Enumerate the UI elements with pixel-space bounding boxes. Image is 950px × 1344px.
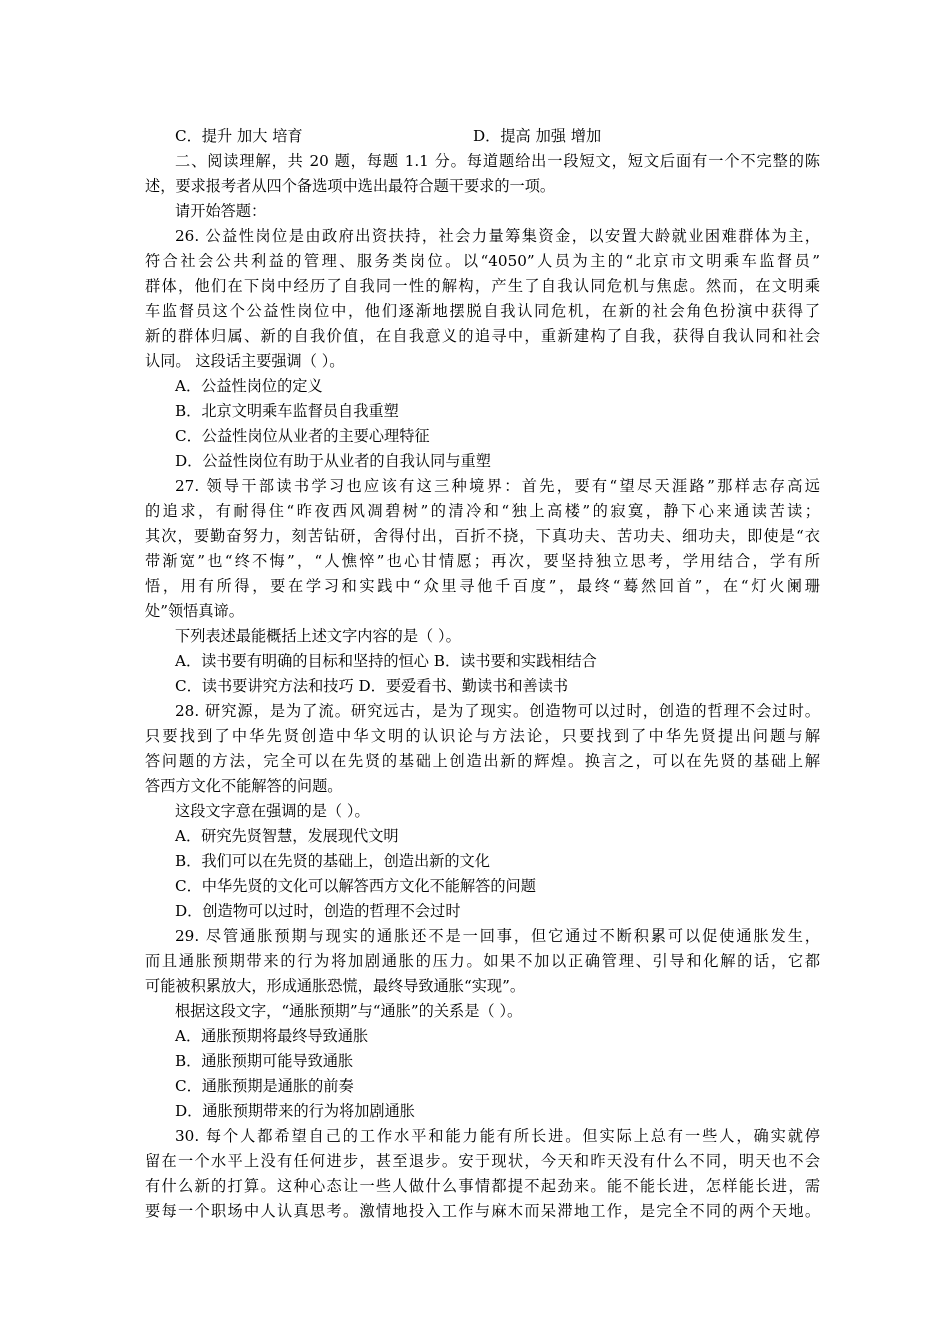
section2-intro-line1: 二、阅读理解，共 20 题，每题 1.1 分。每道题给出一段短文，短文后面有一个不完整的陈 <box>175 152 820 170</box>
q30-paragraph-line: 有什么新的打算。这种心态让一些人做什么事情都提不起劲来。能不能长进，怎样能长进，需 <box>145 1177 820 1195</box>
q26-paragraph-line: 26. 公益性岗位是由政府出资扶持，社会力量筹集资金，以安置大龄就业困难群体为主， <box>175 227 820 245</box>
q26-question: 认同。 这段话主要强调（ ）。 <box>145 352 345 370</box>
q29-option-c: C．通胀预期是通胀的前奏 <box>175 1077 354 1095</box>
q27-paragraph-line: 悟，用有所得，要在学习和实践中“众里寻他千百度”，最终“蓦然回首”，在“灯火阑珊 <box>145 577 820 595</box>
q26-paragraph-line: 符合社会公共利益的管理、服务类岗位。以“4050”人员为主的“北京市文明乘车监督员” <box>145 252 820 270</box>
q29-question: 根据这段文字，“通胀预期”与“通胀”的关系是（ ）。 <box>175 1002 523 1020</box>
q27-paragraph-line: 其次，要勤奋努力，刻苦钻研，舍得付出，百折不挠，下真功夫、苦功夫、细功夫，即使是“衣 <box>145 527 820 545</box>
q27-options-cd: C．读书要讲究方法和技巧 D．要爱看书、勤读书和善读书 <box>175 677 569 695</box>
q27-paragraph-line: 27. 领导干部读书学习也应该有这三种境界：首先，要有“望尽天涯路”那样志存高远 <box>175 477 820 495</box>
q30-paragraph-line: 要每一个职场中人认真思考。激情地投入工作与麻木而呆滞地工作，是完全不同的两个天地。 <box>145 1202 820 1220</box>
section2-start: 请开始答题： <box>175 202 267 220</box>
q28-option-c: C．中华先贤的文化可以解答西方文化不能解答的问题 <box>175 877 536 895</box>
q26-option-d: D．公益性岗位有助于从业者的自我认同与重塑 <box>175 452 491 470</box>
q26-option-a: A．公益性岗位的定义 <box>175 377 323 395</box>
q27-paragraph-line: 处”领悟真谛。 <box>145 602 244 620</box>
section2-intro-line2: 述，要求报考者从四个备选项中选出最符合题干要求的一项。 <box>145 177 556 195</box>
q29-option-b: B．通胀预期可能导致通胀 <box>175 1052 354 1070</box>
q26-paragraph-line: 新的群体归属、新的自我价值，在自我意义的追寻中，重新建构了自我，获得自我认同和社会 <box>145 327 820 345</box>
q30-paragraph-line: 30. 每个人都希望自己的工作水平和能力能有所长进。但实际上总有一些人，确实就停 <box>175 1127 820 1145</box>
q29-paragraph-line: 可能被积累放大，形成通胀恐慌，最终导致通胀“实现”。 <box>145 977 526 995</box>
q28-paragraph-line: 答西方文化不能解答的问题。 <box>145 777 343 795</box>
q29-paragraph-line: 而且通胀预期带来的行为将加剧通胀的压力。如果不加以正确管理、引导和化解的话，它都 <box>145 952 820 970</box>
q26-paragraph-line: 群体，他们在下岗中经历了自我同一性的解构，产生了自我认同危机与焦虑。然而，在文明乘 <box>145 277 820 295</box>
q25-option-c: C．提升 加大 培育 <box>175 127 303 145</box>
q27-question: 下列表述最能概括上述文字内容的是（ ）。 <box>175 627 461 645</box>
q25-options-cd <box>145 124 820 149</box>
q28-option-d: D．创造物可以过时，创造的哲理不会过时 <box>175 902 461 920</box>
q25-option-d: D．提高 加强 增加 <box>473 127 602 145</box>
document-page <box>145 124 820 1224</box>
q29-option-d: D．通胀预期带来的行为将加剧通胀 <box>175 1102 415 1120</box>
q26-paragraph-line: 车监督员这个公益性岗位中，他们逐渐地摆脱自我认同危机，在新的社会角色扮演中获得了 <box>145 302 820 320</box>
q26-option-c: C．公益性岗位从业者的主要心理特征 <box>175 427 430 445</box>
q28-option-a: A．研究先贤智慧，发展现代文明 <box>175 827 399 845</box>
q30-paragraph-line: 留在一个水平上没有任何进步，甚至退步。安于现状，今天和昨天没有什么不同，明天也不会 <box>145 1152 820 1170</box>
q27-paragraph-line: 带渐宽”也“终不悔”，“人憔悴”也心甘情愿；再次，要坚持独立思考，学用结合，学有所 <box>145 552 820 570</box>
q29-paragraph-line: 29. 尽管通胀预期与现实的通胀还不是一回事，但它通过不断积累可以促使通胀发生， <box>175 927 820 945</box>
q26-option-b: B．北京文明乘车监督员自我重塑 <box>175 402 399 420</box>
q28-question: 这段文字意在强调的是（ ）。 <box>175 802 370 820</box>
q28-option-b: B．我们可以在先贤的基础上，创造出新的文化 <box>175 852 490 870</box>
q29-option-a: A．通胀预期将最终导致通胀 <box>175 1027 369 1045</box>
q28-paragraph-line: 28. 研究源，是为了流。研究远古，是为了现实。创造物可以过时，创造的哲理不会过时。 <box>175 702 820 720</box>
q28-paragraph-line: 只要找到了中华先贤创造中华文明的认识论与方法论，只要找到了中华先贤提出问题与解 <box>145 727 820 745</box>
q27-options-ab: A．读书要有明确的目标和坚持的恒心 B．读书要和实践相结合 <box>175 652 597 670</box>
q28-paragraph-line: 答问题的方法，完全可以在先贤的基础上创造出新的辉煌。换言之，可以在先贤的基础上解 <box>145 752 820 770</box>
q27-paragraph-line: 的追求，有耐得住“昨夜西风凋碧树”的清冷和“独上高楼”的寂寞，静下心来通读苦读； <box>145 502 820 520</box>
